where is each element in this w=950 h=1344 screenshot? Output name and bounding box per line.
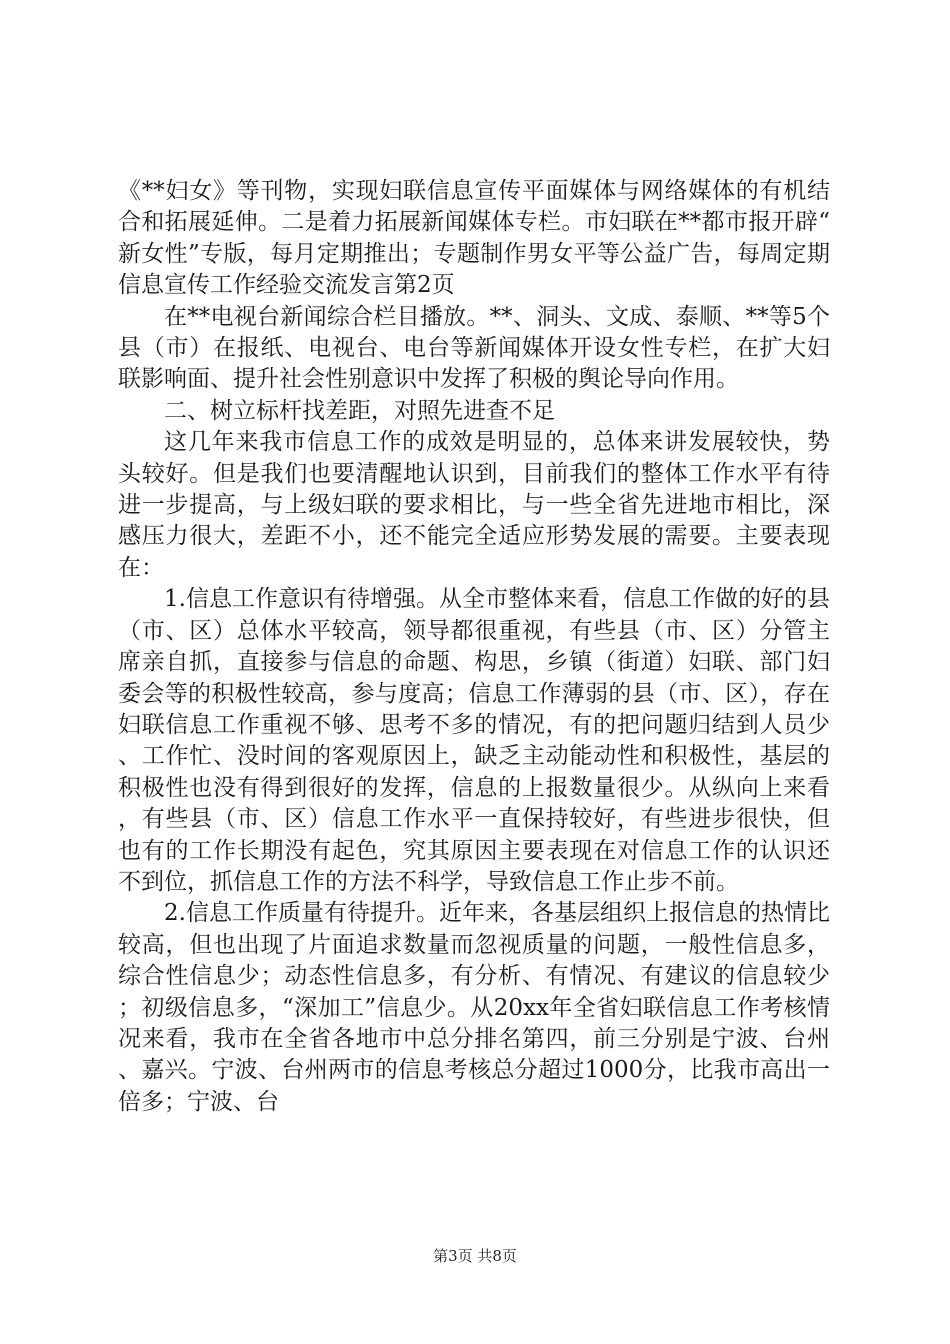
paragraph-continuation: 《**妇女》等刊物，实现妇联信息宣传平面媒体与网络媒体的有机结合和拓展延伸。二是着力拓展新闻媒体专栏。市妇联在**都市报开辟“新女性”专版，每月定期推出；专题制作男女平等公益广告，每周定期信息宣传工作经验交流发言第2页 — [118, 178, 830, 299]
paragraph: 这几年来我市信息工作的成效是明显的，总体来讲发展较快，势头较好。但是我们也要清醒地认识到，目前我们的整体工作水平有待进一步提高，与上级妇联的要求相比，与一些全省先进地市相比，深感压力很大，差距不小，还不能完全适应形势发展的需要。主要表现在： — [118, 429, 830, 581]
paragraph-item-1: 1.信息工作意识有待增强。从全市整体来看，信息工作做的好的县（市、区）总体水平较高，领导都很重视，有些县（市、区）分管主席亲自抓，直接参与信息的命题、构思，乡镇（街道）妇联、部门妇委会等的积极性较高，参与度高；信息工作薄弱的县（市、区），存在妇联信息工作重视不够、思考不多的情况，有的把问题归结到人员少、工作忙、没时间的客观原因上，缺乏主动能动性和积极性，基层的积极性也没有得到很好的发挥，信息的上报数量很少。从纵向上来看，有些县（市、区）信息工作水平一直保持较好，有些进步很快，但也有的工作长期没有起色，究其原因主要表现在对信息工作的认识还不到位，抓信息工作的方法不科学，导致信息工作止步不前。 — [118, 586, 830, 895]
paragraph: 在**电视台新闻综合栏目播放。**、洞头、文成、泰顺、**等5个县（市）在报纸、电视台、电台等新闻媒体开设女性专栏，在扩大妇联影响面、提升社会性别意识中发挥了积极的舆论导向作用。 — [118, 303, 830, 393]
page-footer: 第3页 共8页 — [433, 1247, 517, 1265]
paragraph-item-2: 2.信息工作质量有待提升。近年来，各基层组织上报信息的热情比较高，但也出现了片面追求数量而忽视质量的问题，一般性信息多，综合性信息少；动态性信息多，有分析、有情况、有建议的信息较少；初级信息多，“深加工”信息少。从20xx年全省妇联信息工作考核情况来看，我市在全省各地市中总分排名第四，前三分别是宁波、台州、嘉兴。宁波、台州两市的信息考核总分超过1000分，比我市高出一倍多；宁波、台 — [118, 900, 830, 1115]
section-heading: 二、树立标杆找差距，对照先进查不足 — [164, 397, 555, 424]
document-body — [118, 176, 830, 1118]
